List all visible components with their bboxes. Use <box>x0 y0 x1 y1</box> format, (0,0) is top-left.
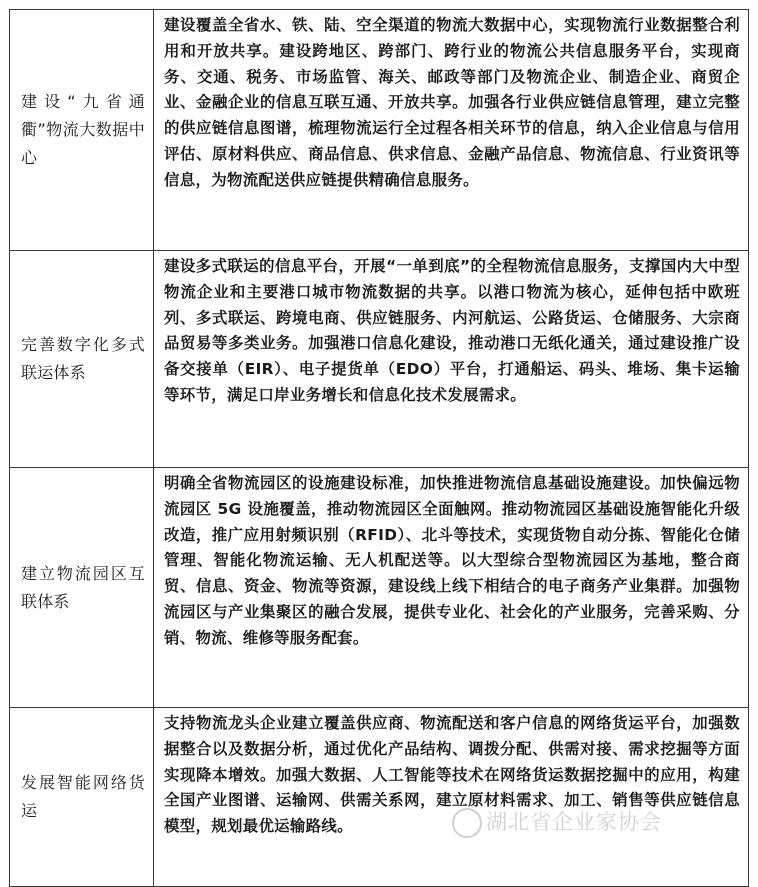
table-row <box>10 251 749 468</box>
row-label: 完善数字化多式联运体系 <box>10 251 154 468</box>
content-table <box>9 9 749 887</box>
watermark-text: 湖北省企业家协会 <box>486 810 662 834</box>
table-row <box>10 10 749 251</box>
table-row <box>10 708 749 887</box>
row-body: 明确全省物流园区的设施建设标准，加快推进物流信息基础设施建设。加快偏远物流园区 5G 设施覆盖，推动物流园区全面触网。推动物流园区基础设施智能化升级改造，推广应用射频识别（RFID）、北斗等技术，实现货物自动分拣、智能化仓储管理、智能化物流运输、无人机配送等。以大型综合型物流园区为基地，整合商贸、信息、资金、物流等资源，建设线上线下相结合的电子商务产业集群。加强物流园区与产业集聚区的融合发展，提供专业化、社会化的产业服务，完善采购、分销、物流、维修等服务配套。 <box>154 468 749 708</box>
row-body: 支持物流龙头企业建立覆盖供应商、物流配送和客户信息的网络货运平台，加强数据整合以及数据分析，通过优化产品结构、调拨分配、供需对接、需求挖掘等方面实现降本增效。加强大数据、人工智能等技术在网络货运数据挖掘中的应用，构建全国产业图谱、运输网、供需关系网，建立原材料需求、加工、销售等供应链信息模型，规划最优运输路线。 <box>154 708 749 887</box>
row-label: 发展智能网络货运 <box>10 708 154 887</box>
watermark-logo-icon <box>452 808 482 838</box>
row-body: 建设覆盖全省水、铁、陆、空全渠道的物流大数据中心，实现物流行业数据整合利用和开放共享。建设跨地区、跨部门、跨行业的物流公共信息服务平台，实现商务、交通、税务、市场监管、海关、邮政等部门及物流企业、制造企业、商贸企业、金融企业的信息互联互通、开放共享。加强各行业供应链信息管理，建立完整的供应链信息图谱，梳理物流运行全过程各相关环节的信息，纳入企业信息与信用评估、原材料供应、商品信息、供求信息、金融产品信息、物流信息、行业资讯等信息，为物流配送供应链提供精确信息服务。 <box>154 10 749 251</box>
watermark <box>452 806 662 838</box>
row-label: 建立物流园区互联体系 <box>10 468 154 708</box>
table-row <box>10 468 749 708</box>
row-label: 建设“九省通衢”物流大数据中心 <box>10 10 154 251</box>
content-table-wrapper <box>9 9 748 887</box>
row-body: 建设多式联运的信息平台，开展“一单到底”的全程物流信息服务，支撑国内大中型物流企业和主要港口城市物流数据的共享。以港口物流为核心，延伸包括中欧班列、多式联运、跨境电商、供应链服务、内河航运、公路货运、仓储服务、大宗商品贸易等多类业务。加强港口信息化建设，推动港口无纸化通关，通过建设推广设备交接单（EIR）、电子提货单（EDO）平台，打通船运、码头、堆场、集卡运输等环节，满足口岸业务增长和信息化技术发展需求。 <box>154 251 749 468</box>
